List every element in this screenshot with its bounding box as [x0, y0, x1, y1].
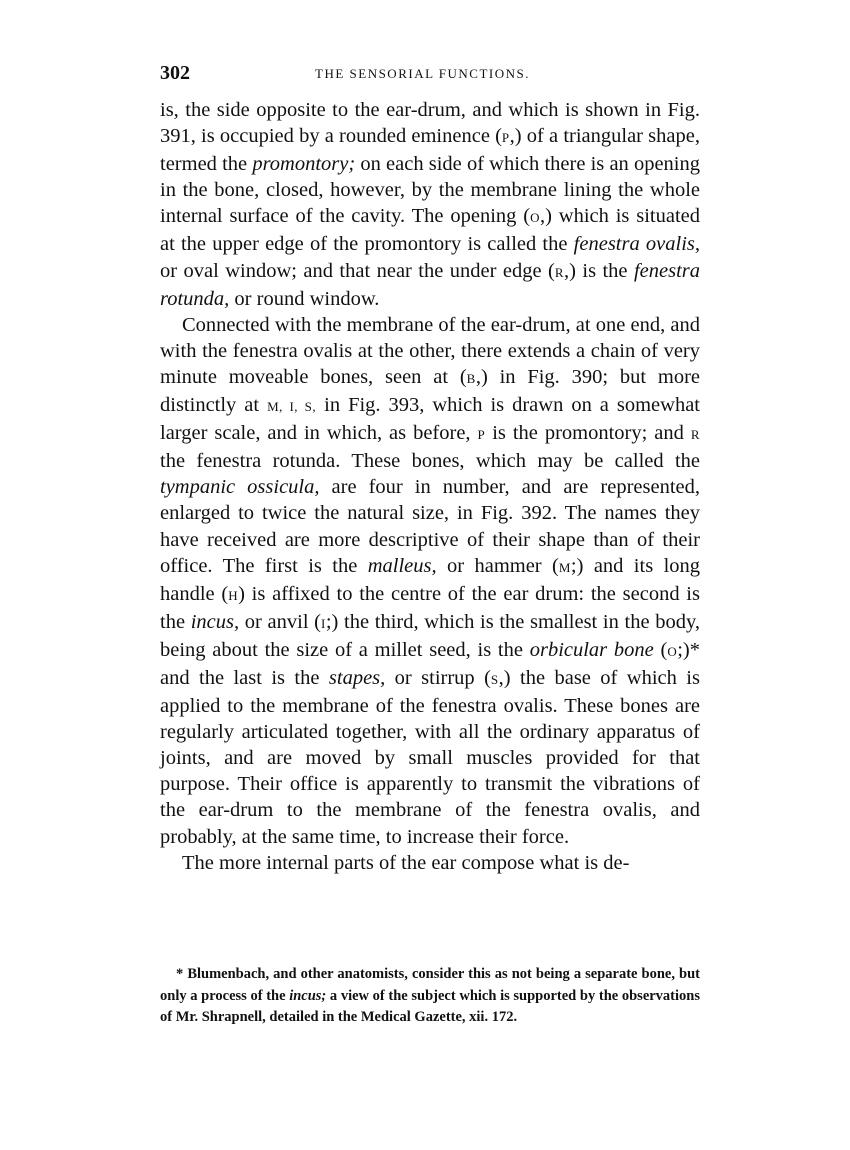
footnote-text	[160, 964, 700, 1029]
text-run: ,) is the	[564, 259, 634, 282]
paragraph-1	[160, 97, 700, 312]
text-run: (	[653, 638, 668, 661]
italic-term: promontory;	[252, 153, 356, 176]
text-run: in Fig. 393, which is drawn on a somewhat larger scale, and in which, as before,	[160, 394, 700, 445]
figure-letter: H	[228, 587, 239, 603]
italic-term: tympanic ossicula,	[160, 476, 320, 499]
italic-term: fenestra ovalis,	[573, 233, 700, 256]
figure-letter: O	[667, 643, 678, 659]
italic-term: stapes,	[328, 666, 386, 689]
figure-letter: M	[558, 559, 571, 575]
text-run: ;)* and the last is the	[160, 638, 701, 689]
text-run: are four in number, and are represented, enlarged to twice the natural size, in Fig. 392. The names they have received are more descriptive of their shape than of their office. The first is the	[160, 476, 700, 577]
text-run: a view of the subject which is supported by the observations of Mr. Shrapnell, detailed in the Medical Gazette, xii. 172.	[160, 987, 700, 1025]
text-run: the fenestra rotunda. These bones, which may be called the	[160, 450, 700, 473]
figure-letter: I	[321, 615, 326, 631]
text-run: is the promontory; and	[485, 422, 691, 445]
text-run: ,) of a triangular shape, termed the	[160, 125, 700, 176]
paragraph-2	[160, 312, 700, 850]
figure-letter: R	[690, 427, 700, 443]
figure-letter: R	[554, 264, 564, 280]
text-run: or round window.	[229, 287, 380, 310]
text-run: or oval window; and that near the under edge (	[160, 259, 555, 282]
italic-term: malleus,	[367, 554, 437, 577]
paragraph-3	[160, 850, 700, 876]
text-run: on each side of which there is an opening in the bone, closed, however, by the membrane lining the whole internal surface of the cavity. The opening (	[160, 153, 701, 228]
page-number: 302	[160, 62, 190, 84]
text-run: or anvil (	[239, 610, 322, 633]
figure-letter: P	[501, 130, 510, 146]
text-run: ,) in Fig. 390; but more distinctly at	[160, 365, 700, 417]
italic-term: orbicular bone	[529, 638, 654, 661]
text-run: ) is affixed to the centre of the ear drum: the second is the	[160, 582, 700, 633]
figure-letter: P	[477, 427, 486, 443]
text-run: ;) the third, which is the smallest in the body, being about the size of a millet seed, is the	[160, 610, 701, 661]
text-run: or stirrup (	[385, 666, 491, 689]
italic-term: incus;	[289, 987, 327, 1004]
italic-term: fenestra rotunda,	[160, 259, 700, 310]
text-run: is, the side opposite to the ear-drum, and which is shown in Fig. 391, is occupied by a rounded eminence (	[160, 99, 700, 148]
text-run: ;) and its long handle (	[160, 554, 701, 605]
figure-letter: M, I, S,	[267, 399, 317, 415]
text-run: ,) the base of which is applied to the membrane of the fenestra ovalis. These bones are regularly articulated together, with all the ordinary apparatus of joints, and are moved by small muscles provided for that purpose. Their office is apparently to transmit the vibrations of the ear-drum to the membrane of the fenestra ovalis, and probably, at the same time, to increase their force.	[160, 666, 700, 848]
text-run: Connected with the membrane of the ear-drum, at one end, and with the fenestra ovalis at the other, there extends a chain of very minute moveable bones, seen at (	[160, 313, 700, 388]
figure-letter: S	[490, 671, 499, 687]
figure-letter: O	[530, 210, 540, 226]
page-header	[160, 62, 700, 90]
text-run: The more internal parts of the ear compose what is de-	[182, 851, 630, 874]
text-run: ,) which is situated at the upper edge of the promontory is called the	[160, 205, 700, 256]
running-head: THE SENSORIAL FUNCTIONS.	[315, 66, 530, 81]
text-run: or hammer (	[436, 554, 559, 577]
figure-letter: B	[466, 370, 476, 386]
text-run: * Blumenbach, and other anatomists, consider this as not being a separate bone, but only a process of the	[160, 966, 700, 1004]
italic-term: incus,	[190, 610, 240, 633]
footnote	[160, 964, 700, 1029]
body-text	[160, 97, 700, 876]
